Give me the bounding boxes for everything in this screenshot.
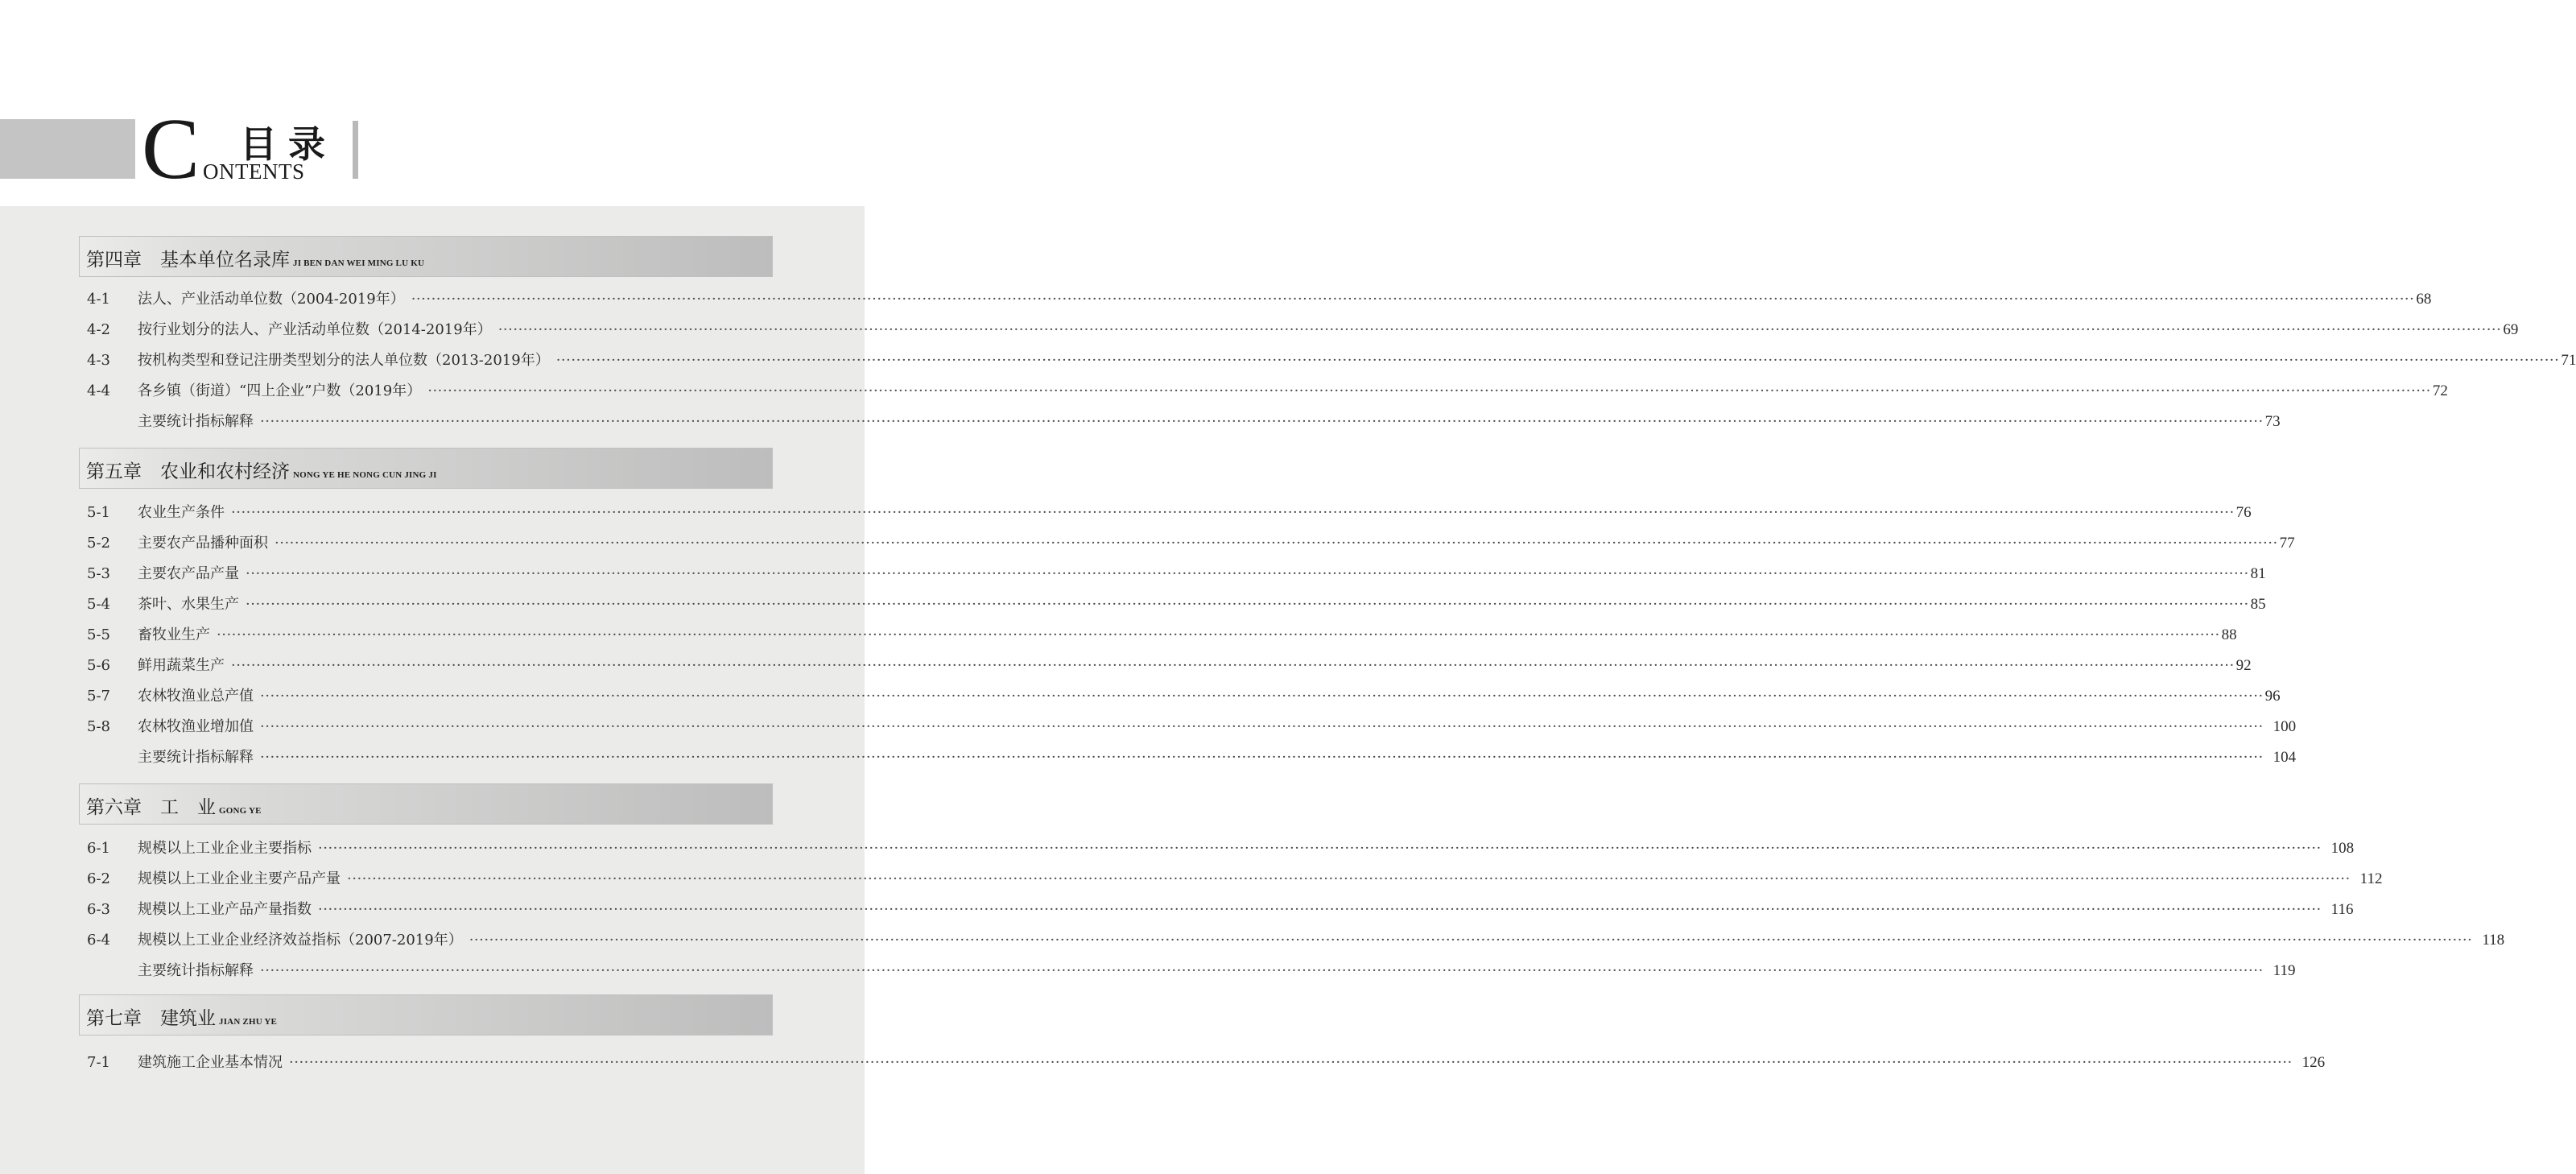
entry-title: 茶叶、水果生产 bbox=[138, 596, 239, 613]
entry-number: 5-4 bbox=[87, 596, 110, 613]
entry-title: 建筑施工企业基本情况 bbox=[138, 1054, 283, 1071]
entry-page-number: 118 bbox=[2482, 932, 2505, 949]
chapter-heading bbox=[79, 448, 773, 489]
toc-entry[interactable] bbox=[87, 838, 2355, 859]
entry-page-number: 88 bbox=[2221, 626, 2237, 643]
toc-entry[interactable] bbox=[87, 411, 2281, 432]
toc-entry[interactable] bbox=[87, 655, 2252, 676]
entry-title: 农林牧渔业增加值 bbox=[138, 718, 254, 735]
entry-number: 6-4 bbox=[87, 932, 110, 949]
entry-title: 规模以上工业企业经济效益指标（2007-2019年） bbox=[138, 932, 463, 949]
dot-leader: ················································································································································································································································································································································································································ bbox=[246, 565, 2249, 582]
entry-number: 5-5 bbox=[87, 626, 110, 643]
toc-entry[interactable] bbox=[87, 1052, 2326, 1073]
toc-entry[interactable] bbox=[87, 320, 2519, 341]
entry-title: 各乡镇（街道）“四上企业”户数（2019年） bbox=[138, 382, 422, 399]
chapter-title bbox=[86, 457, 437, 483]
chapter-heading bbox=[79, 994, 773, 1036]
dot-leader: ················································································································································································································································································································································································································ bbox=[217, 626, 2220, 643]
entry-page-number: 71 bbox=[2561, 352, 2576, 369]
entry-title: 主要统计指标解释 bbox=[138, 749, 254, 766]
chapter-title-en: JI BEN DAN WEI MING LU KU bbox=[293, 258, 425, 268]
header-divider bbox=[353, 121, 358, 179]
entry-number: 4-1 bbox=[87, 291, 110, 308]
logo-en: ONTENTS bbox=[203, 159, 305, 184]
dot-leader: ················································································································································································································································································································································································································ bbox=[260, 749, 2264, 766]
entry-page-number: 73 bbox=[2264, 413, 2281, 430]
entry-title: 畜牧业生产 bbox=[138, 626, 210, 643]
dot-leader: ················································································································································································································································································································································································································ bbox=[231, 657, 2235, 674]
toc-entry[interactable] bbox=[87, 747, 2297, 768]
entry-number: 4-2 bbox=[87, 321, 110, 338]
entry-page-number: 81 bbox=[2250, 565, 2266, 582]
chapter-heading bbox=[79, 783, 773, 825]
dot-leader: ················································································································································································································································································································································································································ bbox=[555, 352, 2560, 369]
toc-entry[interactable] bbox=[87, 381, 2448, 402]
toc-entry[interactable] bbox=[87, 717, 2297, 738]
entry-title: 主要统计指标解释 bbox=[138, 962, 254, 979]
chapter-title bbox=[86, 792, 262, 819]
entry-page-number: 76 bbox=[2235, 504, 2252, 521]
toc-entry[interactable] bbox=[87, 289, 2432, 310]
dot-leader: ················································································································································································································································································································································································································ bbox=[260, 962, 2264, 979]
dot-leader: ················································································································································································································································································································································································································ bbox=[231, 504, 2235, 521]
dot-leader: ················································································································································································································································································································································································································ bbox=[275, 535, 2278, 552]
chapter-heading bbox=[79, 236, 773, 277]
entry-number: 7-1 bbox=[87, 1054, 110, 1071]
entry-title: 主要农产品播种面积 bbox=[138, 535, 268, 552]
header-bar bbox=[0, 119, 135, 179]
entry-title: 鲜用蔬菜生产 bbox=[138, 657, 225, 674]
entry-number: 5-7 bbox=[87, 688, 110, 705]
dot-leader: ················································································································································································································································································································································································································ bbox=[318, 901, 2322, 918]
chapter-title-en: NONG YE HE NONG CUN JING JI bbox=[293, 470, 437, 480]
entry-number: 6-1 bbox=[87, 840, 110, 857]
chapter-title bbox=[86, 245, 424, 271]
dot-leader: ················································································································································································································································································································································································································ bbox=[347, 870, 2351, 887]
toc-entry[interactable] bbox=[87, 350, 2576, 371]
chapter-title-cn: 第五章 农业和农村经济 bbox=[86, 461, 290, 482]
entry-page-number: 96 bbox=[2264, 688, 2281, 705]
entry-page-number: 92 bbox=[2235, 657, 2252, 674]
toc-entry[interactable] bbox=[87, 594, 2266, 615]
dot-leader: ················································································································································································································································································································································································································ bbox=[260, 688, 2264, 705]
entry-page-number: 126 bbox=[2301, 1054, 2326, 1071]
entry-page-number: 119 bbox=[2273, 962, 2296, 979]
entry-number: 5-1 bbox=[87, 504, 110, 521]
dot-leader: ················································································································································································································································································································································································································ bbox=[246, 596, 2249, 613]
entry-page-number: 72 bbox=[2432, 382, 2448, 399]
entry-number: 5-8 bbox=[87, 718, 110, 735]
entry-title: 法人、产业活动单位数（2004-2019年） bbox=[138, 291, 405, 308]
entry-title: 主要统计指标解释 bbox=[138, 413, 254, 430]
chapter-title-cn: 第七章 建筑业 bbox=[86, 1008, 216, 1029]
entry-page-number: 104 bbox=[2273, 749, 2297, 766]
contents-logo bbox=[142, 101, 353, 197]
toc-entry[interactable] bbox=[87, 899, 2354, 920]
entry-page-number: 85 bbox=[2250, 596, 2266, 613]
logo-cn: 目录 bbox=[240, 122, 336, 166]
chapter-title-en: JIAN ZHU YE bbox=[219, 1017, 278, 1027]
entry-number: 6-2 bbox=[87, 870, 110, 887]
toc-entry[interactable] bbox=[87, 502, 2252, 523]
dot-leader: ················································································································································································································································································································································································································ bbox=[497, 321, 2502, 338]
toc-entry[interactable] bbox=[87, 930, 2505, 951]
entry-number: 4-3 bbox=[87, 352, 110, 369]
entry-number: 5-6 bbox=[87, 657, 110, 674]
entry-title: 农业生产条件 bbox=[138, 504, 225, 521]
dot-leader: ················································································································································································································································································································································································································ bbox=[318, 840, 2322, 857]
chapter-title-en: GONG YE bbox=[219, 806, 262, 816]
entry-number: 5-2 bbox=[87, 535, 110, 552]
entry-title: 规模以上工业企业主要产品产量 bbox=[138, 870, 341, 887]
dot-leader: ················································································································································································································································································································································································································ bbox=[289, 1054, 2293, 1071]
dot-leader: ················································································································································································································································································································································································································ bbox=[427, 382, 2431, 399]
entry-title: 主要农产品产量 bbox=[138, 565, 239, 582]
dot-leader: ················································································································································································································································································································································································································ bbox=[469, 932, 2473, 949]
toc-entry[interactable] bbox=[87, 869, 2383, 890]
entry-page-number: 77 bbox=[2279, 535, 2295, 552]
entry-title: 规模以上工业产品产量指数 bbox=[138, 901, 312, 918]
entry-number: 5-3 bbox=[87, 565, 110, 582]
entry-page-number: 69 bbox=[2503, 321, 2519, 338]
toc-entry[interactable] bbox=[87, 533, 2295, 554]
chapter-title-cn: 第四章 基本单位名录库 bbox=[86, 250, 290, 271]
dot-leader: ················································································································································································································································································································································································································ bbox=[260, 413, 2264, 430]
entry-title: 按机构类型和登记注册类型划分的法人单位数（2013-2019年） bbox=[138, 352, 550, 369]
dot-leader: ················································································································································································································································································································································································································ bbox=[411, 291, 2415, 308]
entry-page-number: 108 bbox=[2330, 840, 2355, 857]
toc-entry[interactable] bbox=[87, 961, 2296, 982]
dot-leader: ················································································································································································································································································································································································································ bbox=[260, 718, 2264, 735]
entry-page-number: 100 bbox=[2273, 718, 2297, 735]
entry-page-number: 112 bbox=[2359, 870, 2383, 887]
entry-number: 6-3 bbox=[87, 901, 110, 918]
entry-page-number: 68 bbox=[2416, 291, 2432, 308]
toc-entry[interactable] bbox=[87, 625, 2237, 646]
logo-letter: C bbox=[142, 101, 200, 197]
entry-page-number: 116 bbox=[2330, 901, 2354, 918]
entry-number: 4-4 bbox=[87, 382, 110, 399]
entry-title: 规模以上工业企业主要指标 bbox=[138, 840, 312, 857]
toc-entry[interactable] bbox=[87, 564, 2266, 585]
chapter-title bbox=[86, 1003, 277, 1030]
entry-title: 按行业划分的法人、产业活动单位数（2014-2019年） bbox=[138, 321, 492, 338]
toc-entry[interactable] bbox=[87, 686, 2281, 707]
chapter-title-cn: 第六章 工 业 bbox=[86, 797, 216, 818]
entry-title: 农林牧渔业总产值 bbox=[138, 688, 254, 705]
